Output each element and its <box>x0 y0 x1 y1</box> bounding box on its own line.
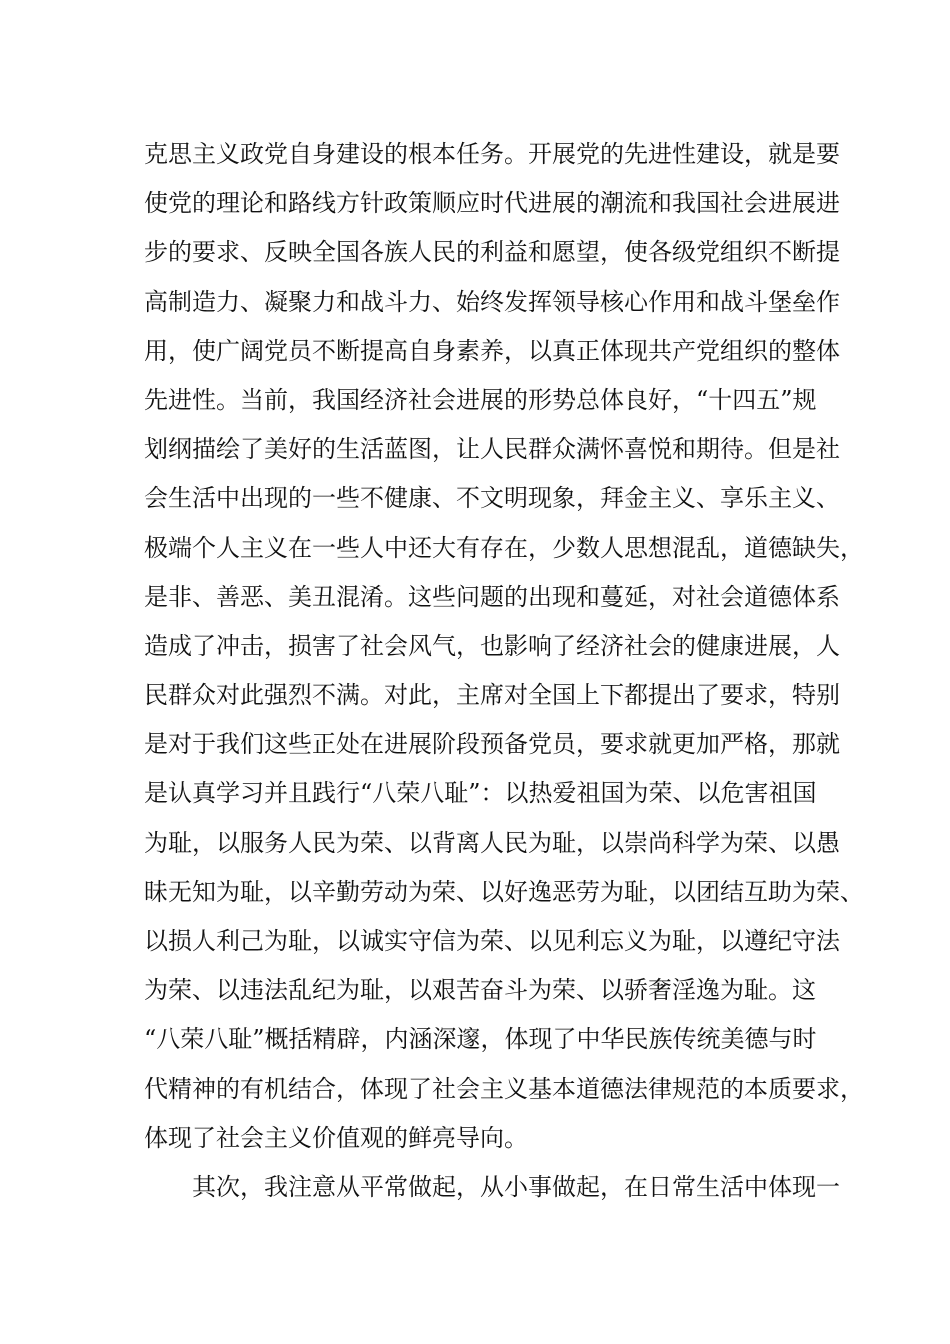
text-line: 其次，我注意从平常做起，从小事做起，在日常生活中体现一 <box>192 1172 840 1201</box>
paragraph <box>144 130 864 1163</box>
text-line: 昧无知为耻，以辛勤劳动为荣、以好逸恶劳为耻，以团结互助为荣、 <box>144 877 864 906</box>
text-line: 划纲描绘了美好的生活蓝图，让人民群众满怀喜悦和期待。但是社 <box>144 435 840 464</box>
text-line: 造成了冲击，损害了社会风气，也影响了经济社会的健康进展，人 <box>144 631 840 660</box>
text-line: 克思主义政党自身建设的根本任务。开展党的先进性建设，就是要 <box>144 140 840 168</box>
text-line: 会生活中出现的一些不健康、不文明现象，拜金主义、享乐主义、 <box>144 484 840 513</box>
text-line: 极端个人主义在一些人中还大有存在，少数人思想混乱，道德缺失， <box>144 533 864 562</box>
text-line: 民群众对此强烈不满。对此，主席对全国上下都提出了要求，特别 <box>144 681 840 710</box>
text-line: 先进性。当前，我国经济社会进展的形势总体良好，“十四五”规 <box>144 385 817 414</box>
text-line: 体现了社会主义价值观的鲜亮导向。 <box>144 1123 528 1152</box>
text-line: 高制造力、凝聚力和战斗力、始终发挥领导核心作用和战斗堡垒作 <box>144 287 840 316</box>
text-line: 以损人利己为耻，以诚实守信为荣、以见利忘义为耻，以遵纪守法 <box>144 927 840 955</box>
text-line: 步的要求、反映全国各族人民的利益和愿望，使各级党组织不断提 <box>144 238 840 267</box>
text-line: 是认真学习并且践行“八荣八耻”：以热爱祖国为荣、以危害祖国 <box>144 779 817 808</box>
text-line: “八荣八耻”概括精辟，内涵深邃，体现了中华民族传统美德与时 <box>144 1025 817 1054</box>
text-line: 是对于我们这些正处在进展阶段预备党员，要求就更加严格，那就 <box>144 730 840 759</box>
text-line: 是非、善恶、美丑混淆。这些问题的出现和蔓延，对社会道德体系 <box>144 582 840 611</box>
paragraph <box>144 1163 840 1212</box>
text-line: 代精神的有机结合，体现了社会主义基本道德法律规范的本质要求， <box>144 1074 864 1103</box>
text-line: 为耻，以服务人民为荣、以背离人民为耻，以崇尚科学为荣、以愚 <box>144 828 840 857</box>
text-line: 用，使广阔党员不断提高自身素养，以真正体现共产党组织的整体 <box>144 336 840 365</box>
text-line: 使党的理论和路线方针政策顺应时代进展的潮流和我国社会进展进 <box>144 189 840 218</box>
text-line: 为荣、以违法乱纪为耻，以艰苦奋斗为荣、以骄奢淫逸为耻。这 <box>144 976 816 1005</box>
body-text <box>144 130 864 1212</box>
